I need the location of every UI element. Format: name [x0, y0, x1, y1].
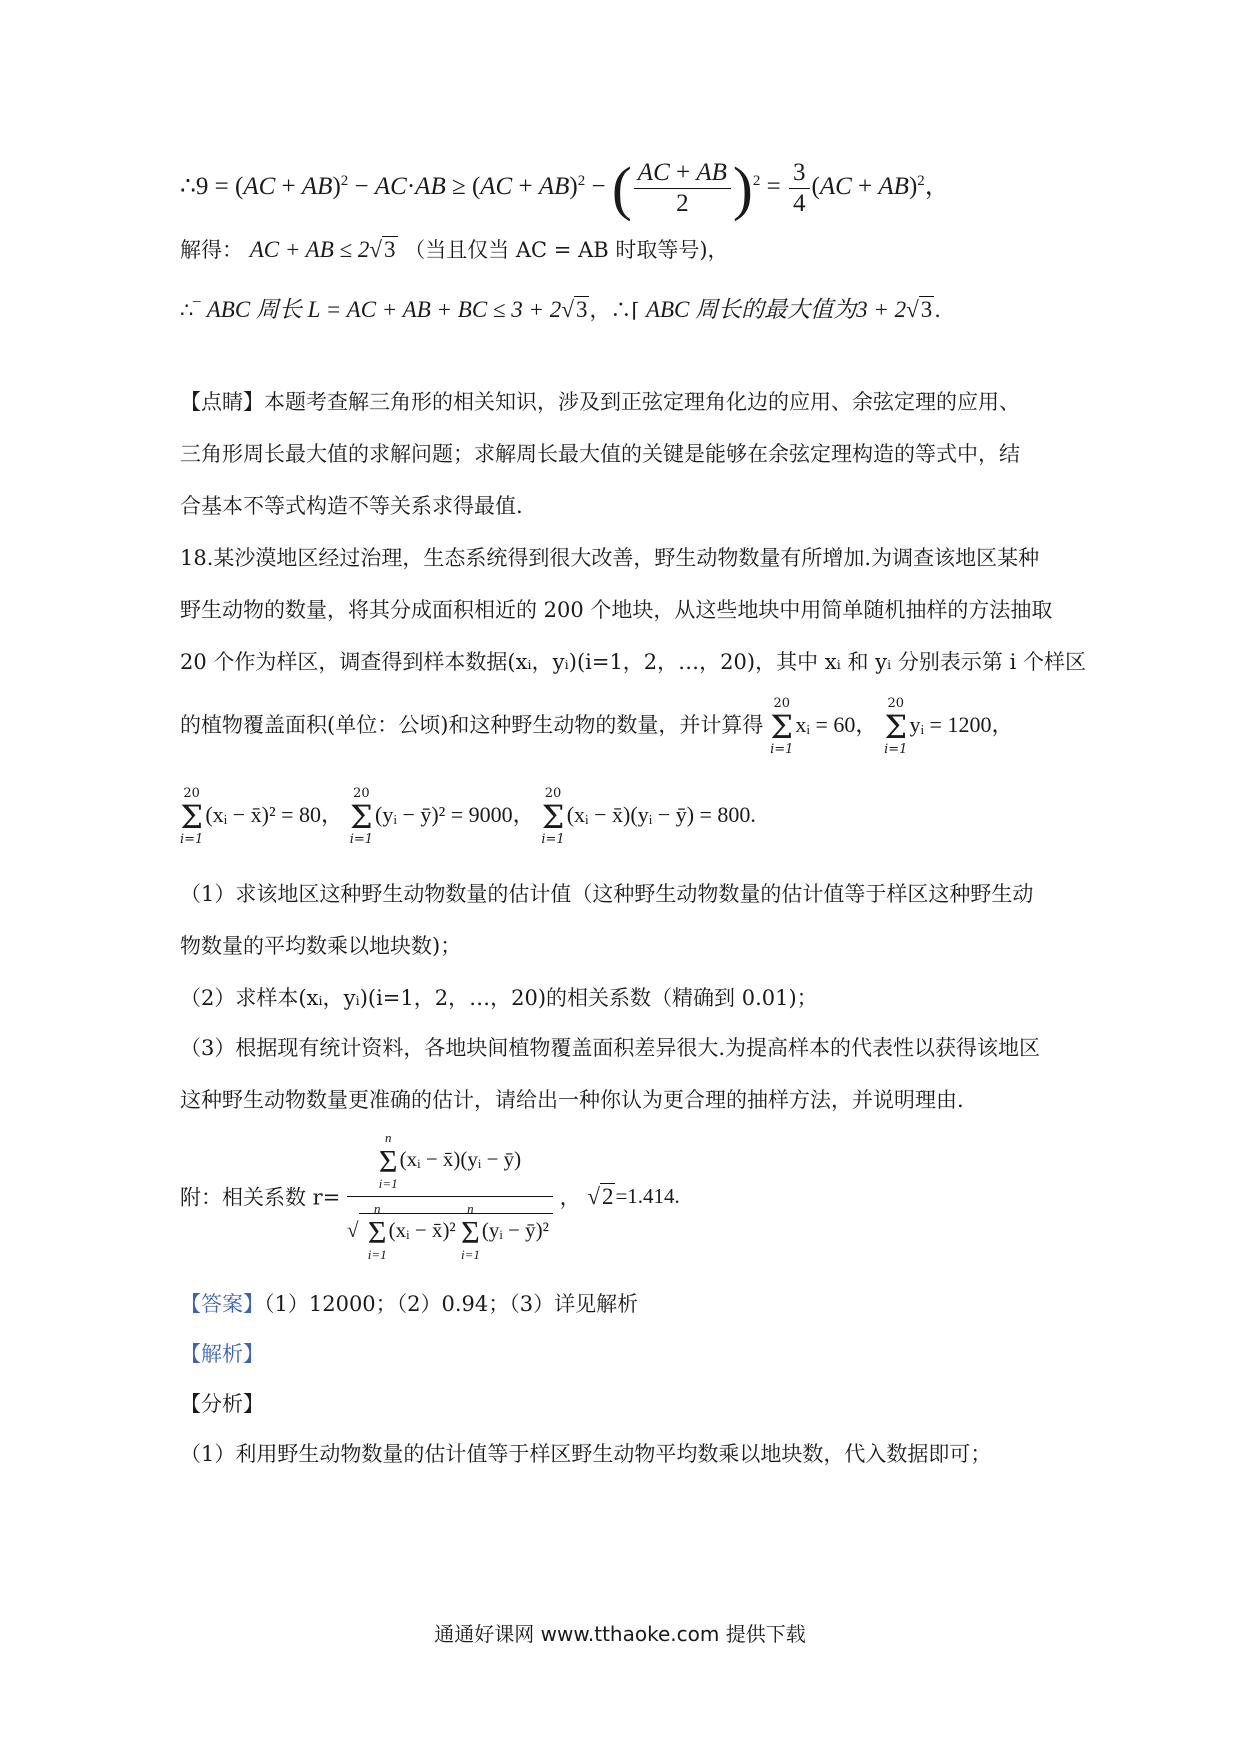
sigma: 20 Σ i=1 — [884, 695, 908, 757]
sqrt3: √3 — [369, 237, 396, 262]
sigma: n Σ i=1 — [460, 1201, 480, 1262]
sigma: n Σ i=1 — [378, 1130, 398, 1191]
comment-line-2: 三角形周长最大值的求解问题；求解周长最大值的关键是能够在余弦定理构造的等式中，结 — [180, 442, 1020, 466]
question-3a: （3）根据现有统计资料，各地块间植物覆盖面积差异很大.为提高样本的代表性以获得该地区 — [180, 1036, 1041, 1060]
analysis-tag: 【解析】 — [180, 1342, 264, 1366]
note: （当且仅当 AC = AB 时取等号)， — [404, 238, 729, 262]
sum-xy: (xᵢ − x̄)(yᵢ − ȳ) = 800. — [566, 802, 756, 827]
sigma: n Σ i=1 — [367, 1201, 387, 1262]
denominator-1: (xᵢ − x̄)² — [388, 1217, 456, 1242]
therefore: ∴ — [180, 298, 194, 322]
expr-2: ABC 周长的最大值为3 + 2 — [645, 297, 907, 322]
label: 附：相关系数 r= — [180, 1185, 341, 1210]
sum-y: yᵢ = 1200， — [909, 712, 1014, 737]
expr: AC + AB ≤ 2 — [249, 237, 370, 262]
answer-tag: 【答案】 — [180, 1292, 264, 1316]
text: ， — [559, 1185, 588, 1210]
question-1a: （1）求该地区这种野生动物数量的估计值（这种野生动物数量的估计值等于样区这种野生动 — [180, 882, 1034, 906]
problem-line-1: 18.某沙漠地区经过治理，生态系统得到很大改善，野生动物数量有所增加.为调查该地区某种 — [180, 546, 1040, 570]
text: . — [934, 298, 941, 322]
expr-1: ABC 周长 L = AC + AB + BC ≤ 3 + 2 — [206, 297, 562, 322]
question-3b: 这种野生动物数量更准确的估计，请给出一种你认为更合理的抽样方法，并说明理由. — [180, 1088, 964, 1112]
comment-line-3: 合基本不等式构造不等关系求得最值. — [180, 494, 523, 518]
text: ， — [924, 173, 950, 201]
sqrt2: √2 — [587, 1183, 614, 1209]
answer-text: （1）12000；（2）0.94；（3）详见解析 — [264, 1292, 639, 1316]
numerator: (xᵢ − x̄)(yᵢ − ȳ) — [399, 1146, 522, 1171]
problem-sums-line — [180, 780, 756, 850]
comment-line-1: 【点睛】本题考查解三角形的相关知识，涉及到正弦定理角化边的应用、余弦定理的应用、 — [180, 390, 1020, 414]
text: ∴9 = — [180, 173, 229, 201]
label: 解得： — [180, 238, 243, 262]
sigma: 20 Σ i=1 — [541, 785, 565, 847]
fenxi-tag: 【分析】 — [180, 1392, 264, 1416]
sigma: 20 Σ i=1 — [770, 695, 794, 757]
sigma: 20 Σ i=1 — [349, 785, 374, 847]
fraction: n Σ i=1 (xᵢ − x̄)(yᵢ − ȳ) √ n Σ i=1 (xᵢ − x̄)² n Σ i=1 (yᵢ − ȳ)² — [347, 1130, 553, 1263]
problem-line-4 — [180, 690, 1013, 760]
problem-line-2: 野生动物的数量，将其分成面积相近的 200 个地块，从这些地块中用简单随机抽样的方法抽取 — [180, 598, 1053, 622]
sum-x: xᵢ = 60， — [795, 712, 878, 737]
perimeter-line: ∴‾ ABC 周长 L = AC + AB + BC ≤ 3 + 2√3，∴⌈ ABC 周长的最大值为3 + 2√3. — [180, 297, 941, 322]
text: =1.414. — [615, 1184, 680, 1208]
sqrt3: √3 — [906, 297, 933, 322]
text: ，∴ — [589, 298, 632, 322]
sum-yy: (yᵢ − ȳ)² = 9000， — [375, 802, 535, 827]
appendix-formula — [180, 1130, 680, 1263]
sqrt3: √3 — [561, 297, 588, 322]
footer: 通通好课网 www.tthaoke.com 提供下载 — [434, 1622, 806, 1646]
question-1b: 物数量的平均数乘以地块数)； — [180, 934, 462, 958]
answer-line — [180, 1290, 638, 1318]
inequality-line: ∴9 = (AC + AB)$^2$ − AC·AB ≥ (AC + AB)$^2$ − ( $\frac{AC + AB}{2}$ )$^2$ = $\frac{3}{4}$ (AC + AB)$^2$， — [180, 155, 950, 222]
sum-xx: (xᵢ − x̄)² = 80， — [205, 802, 343, 827]
question-2: （2）求样本(xᵢ，yᵢ)(i=1，2，…，20)的相关系数（精确到 0.01)； — [180, 986, 818, 1010]
denominator-2: (yᵢ − ȳ)² — [481, 1217, 549, 1242]
solve-line — [180, 236, 729, 264]
step-1: （1）利用野生动物数量的估计值等于样区野生动物平均数乘以地块数，代入数据即可； — [180, 1442, 992, 1466]
sigma: 20 Σ i=1 — [180, 785, 204, 847]
text: 的植物覆盖面积(单位：公顷)和这种野生动物的数量，并计算得 — [180, 713, 764, 737]
problem-line-3: 20 个作为样区，调查得到样本数据(xᵢ，yᵢ)(i=1，2，…，20)，其中 xᵢ 和 yᵢ 分别表示第 i 个样区 — [180, 650, 1087, 674]
